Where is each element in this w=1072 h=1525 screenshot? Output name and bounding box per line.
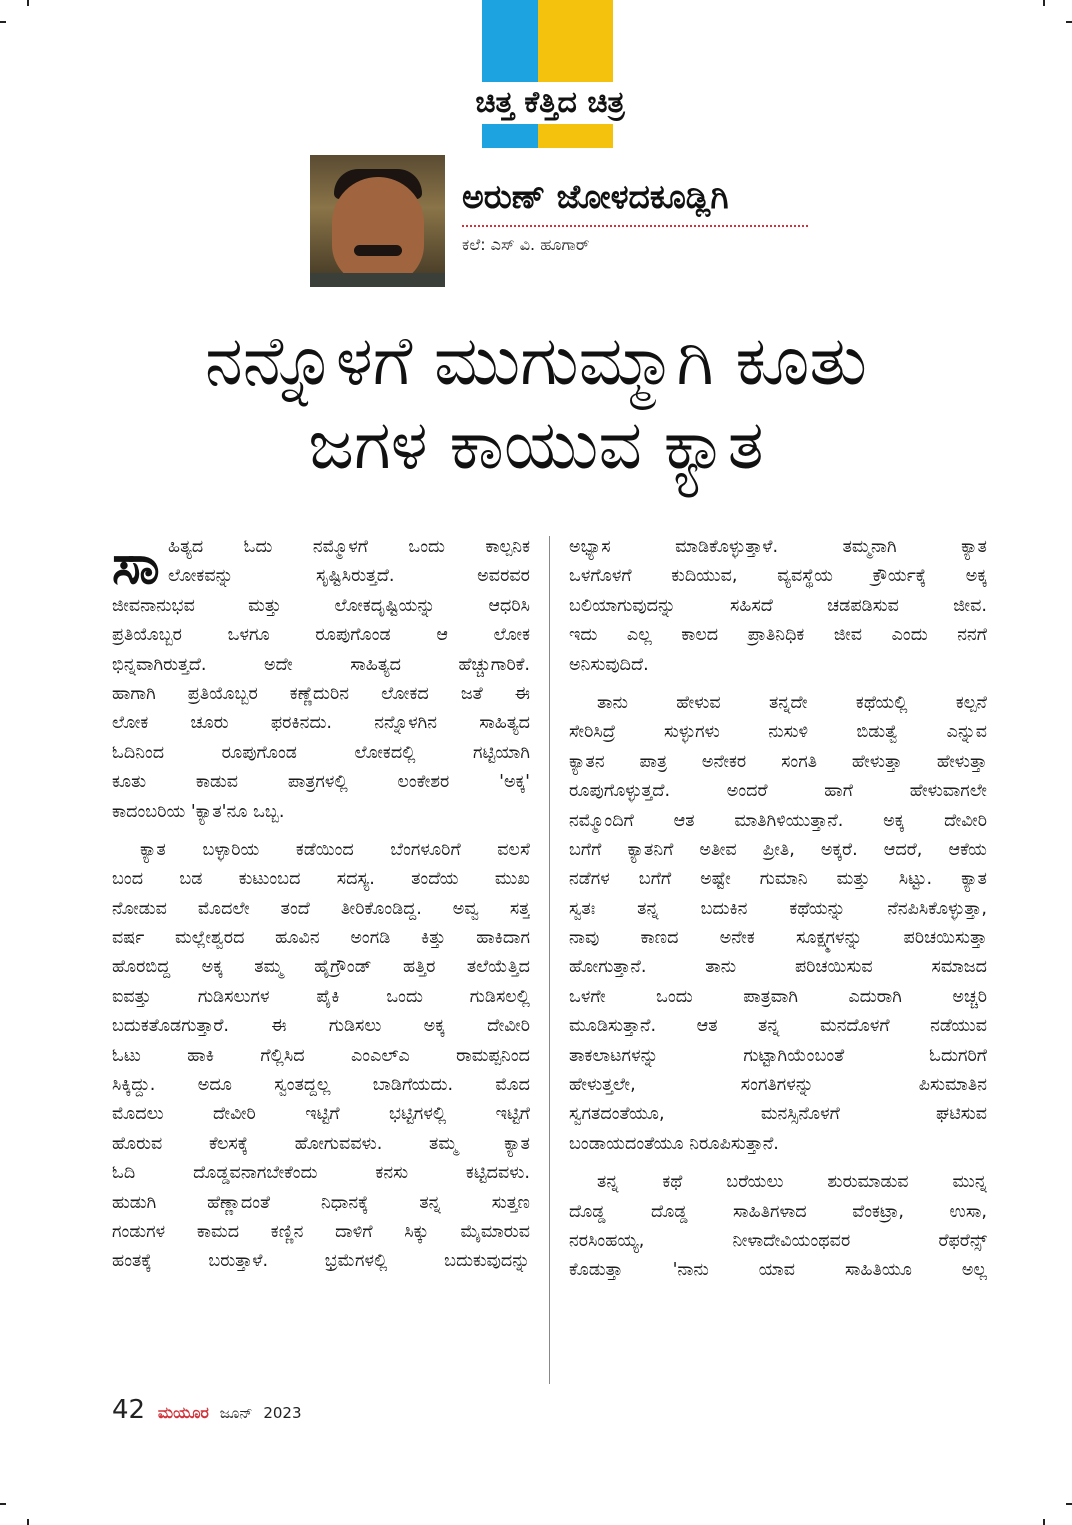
text-line: ಇದು ಎಲ್ಲ ಕಾಲದ ಪ್ರಾತಿನಿಧಿಕ ಜೀವ ಎಂದು ನನಗೆ — [569, 625, 987, 646]
article-left-column — [112, 533, 530, 1286]
crop-mark — [1066, 21, 1072, 23]
text-line: ಸೇರಿಸಿದ್ರೆ ಸುಳ್ಳುಗಳು ನುಸುಳಿ ಬಿಡುತ್ವೆ ಎನ್ನುವ — [569, 722, 987, 743]
paragraph — [112, 533, 530, 827]
text-line: ಗಂಡುಗಳ ಕಾಮದ ಕಣ್ಣಿನ ದಾಳಿಗೆ ಸಿಕ್ಕು ಮೈಮಾರುವ — [112, 1221, 530, 1242]
text-line: ಕ್ಯಾತನ ಪಾತ್ರ ಅನೇಕರ ಸಂಗತಿ ಹೇಳುತ್ತಾ ಹೇಳುತ್ತಾ — [569, 751, 987, 772]
text-line: ಓದಿ ದೊಡ್ಡವನಾಗಬೇಕೆಂದು ಕನಸು ಕಟ್ಟಿದವಳು. — [112, 1163, 530, 1184]
crop-mark — [1066, 1503, 1072, 1505]
column-header-blue-tile — [482, 0, 538, 148]
text-line: ಕ್ಯಾತ ಬಳ್ಳಾರಿಯ ಕಡೆಯಿಂದ ಬೆಂಗಳೂರಿಗೆ ವಲಸೆ — [140, 839, 530, 860]
text-line: ಕೊಡುತ್ತಾ 'ನಾನು ಯಾವ ಸಾಹಿತಿಯೂ ಅಲ್ಲ — [569, 1260, 987, 1281]
text-line: ಅಭ್ಯಾಸ ಮಾಡಿಕೊಳ್ಳುತ್ತಾಳೆ. ತಮ್ಮನಾಗಿ ಕ್ಯಾತ — [569, 537, 987, 557]
text-line: ಬದುಕತೊಡಗುತ್ತಾರೆ. ಈ ಗುಡಿಸಲು ಅಕ್ಕ ದೇವೀರಿ — [112, 1016, 530, 1037]
drop-cap: ಸಾ — [112, 533, 160, 596]
author-photo-shirt — [310, 273, 445, 287]
paragraph — [569, 689, 987, 1159]
text-line: ಜೀವನಾನುಭವ ಮತ್ತು ಲೋಕದೃಷ್ಟಿಯನ್ನು ಆಧರಿಸಿ — [112, 595, 530, 616]
text-line: ಒಳಗೇ ಒಂದು ಪಾತ್ರವಾಗಿ ಎದುರಾಗಿ ಅಚ್ಚರಿ — [569, 986, 987, 1007]
text-line: ಹಾಗಾಗಿ ಪ್ರತಿಯೊಬ್ಬರ ಕಣ್ಣೆದುರಿನ ಲೋಕದ ಜತೆ ಈ — [112, 683, 530, 704]
text-line: ಹೇಳುತ್ತಲೇ, ಸಂಗತಿಗಳನ್ನು ಪಿಸುಮಾತಿನ — [569, 1075, 987, 1096]
headline-line-1: ನನ್ನೊಳಗೆ ಮುಗುಮ್ಮಾಗಿ ಕೂತು — [204, 322, 868, 401]
article-right-column — [569, 533, 987, 1295]
page-footer — [112, 1392, 302, 1428]
author-photo-face — [332, 177, 424, 285]
crop-mark — [0, 21, 6, 23]
text-line: ಸ್ವತಃ ತನ್ನ ಬದುಕಿನ ಕಥೆಯನ್ನು ನೆನಪಿಸಿಕೊಳ್ಳುತ್ತಾ, — [569, 898, 987, 919]
text-line: ಹಿತ್ಯದ ಓದು ನಮ್ಮೊಳಗೆ ಒಂದು ಕಾಲ್ಪನಿಕ — [168, 537, 530, 557]
text-line: ಹೊರಬಿದ್ದ ಅಕ್ಕ ತಮ್ಮ ಹೈಗ್ರೌಂಡ್ ಹತ್ತಿರ ತಲೆಯೆತ್ತಿದ — [112, 957, 530, 978]
text-line: ದೊಡ್ಡ ದೊಡ್ಡ ಸಾಹಿತಿಗಳಾದ ವೆಂಕಟ್ರಾ, ಉಸಾ, — [569, 1201, 987, 1222]
text-line: ನಡೆಗಳ ಬಗೆಗೆ ಅಷ್ಟೇ ಗುಮಾನಿ ಮತ್ತು ಸಿಟ್ಟು. ಕ್ಯಾತ — [569, 869, 987, 890]
text-line: ಬಗೆಗೆ ಕ್ಯಾತನಿಗೆ ಅತೀವ ಪ್ರೀತಿ, ಅಕ್ಕರೆ. ಆದರೆ, ಆಕೆಯ — [569, 839, 987, 860]
text-line: ಮೊದಲು ದೇವೀರಿ ಇಟ್ಟಿಗೆ ಭಟ್ಟಿಗಳಲ್ಲಿ ಇಟ್ಟಿಗೆ — [112, 1104, 530, 1125]
headline-line-2: ಜಗಳ ಕಾಯುವ ಕ್ಯಾತ — [308, 406, 764, 485]
text-line: ಕಾದಂಬರಿಯ 'ಕ್ಯಾತ'ನೂ ಒಬ್ಬ. — [112, 801, 285, 822]
text-line: ಲೋಕವನ್ನು ಸೃಷ್ಟಿಸಿರುತ್ತದೆ. ಅವರವರ — [168, 566, 530, 587]
crop-mark — [1043, 1519, 1045, 1525]
author-photo-mustache — [354, 245, 402, 256]
text-line: ಕೂತು ಕಾಡುವ ಪಾತ್ರಗಳಲ್ಲಿ ಲಂಕೇಶರ 'ಅಕ್ಕ' — [112, 772, 530, 793]
column-divider — [549, 536, 550, 1384]
crop-mark — [1043, 0, 1045, 6]
text-line: ಬಂದ ಬಡ ಕುಟುಂಬದ ಸದಸ್ಯ. ತಂದೆಯ ಮುಖ — [112, 869, 530, 890]
text-line: ಲೋಕ ಚೂರು ಫರಕಿನದು. ನನ್ನೊಳಗಿನ ಸಾಹಿತ್ಯದ — [112, 713, 530, 734]
paragraph — [112, 836, 530, 1277]
text-line: ಹಂತಕ್ಕೆ ಬರುತ್ತಾಳೆ. ಭ್ರಮೆಗಳಲ್ಲಿ ಬದುಕುವುದನ್ನು — [112, 1251, 530, 1272]
text-line: ಬಲಿಯಾಗುವುದನ್ನು ಸಹಿಸದೆ ಚಡಪಡಿಸುವ ಜೀವ. — [569, 595, 987, 616]
paragraph — [569, 533, 987, 680]
text-line: ತನ್ನ ಕಥೆ ಬರೆಯಲು ಶುರುಮಾಡುವ ಮುನ್ನ — [597, 1172, 987, 1193]
text-line: ಹೋಗುತ್ತಾನೆ. ತಾನು ಪರಿಚಯಿಸುವ ಸಮಾಜದ — [569, 957, 987, 978]
text-line: ಐವತ್ತು ಗುಡಿಸಲುಗಳ ಪೈಕಿ ಒಂದು ಗುಡಿಸಲಲ್ಲಿ — [112, 986, 530, 1007]
text-line: ಸಿಕ್ಕಿದ್ದು. ಅದೂ ಸ್ವಂತದ್ದಲ್ಲ ಬಾಡಿಗೆಯದು. ಮೊದ — [112, 1075, 530, 1096]
illustration-credit: ಕಲೆ: ಎಸ್ ವಿ. ಹೂಗಾರ್ — [462, 235, 590, 254]
crop-mark — [27, 1519, 29, 1525]
text-line: ಅನಿಸುವುದಿದೆ. — [569, 654, 649, 675]
article-headline — [0, 320, 1072, 488]
text-line: ರೂಪುಗೊಳ್ಳುತ್ತದೆ. ಅಂದರೆ ಹಾಗೆ ಹೇಳುವಾಗಲೇ — [569, 781, 987, 802]
text-line: ನಾವು ಕಾಣದ ಅನೇಕ ಸೂಕ್ಷ್ಮಗಳನ್ನು ಪರಿಚಯಿಸುತ್ತಾ — [569, 928, 987, 949]
text-line: ಓದಿನಿಂದ ರೂಪುಗೊಂಡ ಲೋಕದಲ್ಲಿ ಗಟ್ಟಿಯಾಗಿ — [112, 742, 530, 763]
text-line: ಒಳಗೊಳಗೆ ಕುದಿಯುವ, ವ್ಯವಸ್ಥೆಯ ಕ್ರೌರ್ಯಕ್ಕೆ ಅಕ್ಕ — [569, 566, 987, 587]
issue-month: ಜೂನ್ — [219, 1404, 253, 1422]
text-line: ಹುಡುಗಿ ಹೆಣ್ಣಾದಂತೆ ನಿಧಾನಕ್ಕೆ ತನ್ನ ಸುತ್ತಣ — [112, 1192, 530, 1213]
text-line: ಸ್ವಗತದಂತೆಯೂ, ಮನಸ್ಸಿನೊಳಗೆ ಘಟಿಸುವ — [569, 1104, 987, 1125]
page-number: 42 — [112, 1395, 146, 1425]
text-line: ವರ್ಷ ಮಲ್ಲೇಶ್ವರದ ಹೂವಿನ ಅಂಗಡಿ ಕಿತ್ತು ಹಾಕಿದಾಗ — [112, 928, 530, 949]
text-line: ನಮ್ಮೊಂದಿಗೆ ಆತ ಮಾತಿಗಿಳಿಯುತ್ತಾನೆ. ಅಕ್ಕ ದೇವೀರಿ — [569, 810, 987, 831]
text-line: ನೋಡುವ ಮೊದಲೇ ತಂದೆ ತೀರಿಕೊಂಡಿದ್ದ. ಅವ್ವ ಸತ್ತ — [112, 898, 530, 919]
text-line: ಬಂಡಾಯದಂತೆಯೂ ನಿರೂಪಿಸುತ್ತಾನೆ. — [569, 1133, 779, 1154]
column-title: ಚಿತ್ತ ಕೆತ್ತಿದ ಚಿತ್ರ — [440, 82, 660, 124]
author-photo — [310, 155, 445, 287]
crop-mark — [0, 1503, 6, 1505]
magazine-name: ಮಯೂರ — [157, 1403, 209, 1422]
paragraph — [569, 1168, 987, 1286]
text-line: ತಾಕಲಾಟಗಳನ್ನು ಗುಟ್ಟಾಗಿಯೆಂಬಂತೆ ಓದುಗರಿಗೆ — [569, 1045, 987, 1066]
text-line: ಓಟು ಹಾಕಿ ಗೆಲ್ಲಿಸಿದ ಎಂಎಲ್ಎ ರಾಮಪ್ಪನಿಂದ — [112, 1045, 530, 1066]
author-name: ಅರುಣ್ ಜೋಳದಕೂಡ್ಲಿಗಿ — [462, 177, 729, 216]
text-line: ಪ್ರತಿಯೊಬ್ಬರ ಒಳಗೂ ರೂಪುಗೊಂಡ ಆ ಲೋಕ — [112, 625, 530, 646]
column-header-yellow-tile — [538, 0, 613, 148]
crop-mark — [27, 0, 29, 6]
author-divider — [462, 225, 808, 227]
text-line: ಭಿನ್ನವಾಗಿರುತ್ತದೆ. ಅದೇ ಸಾಹಿತ್ಯದ ಹೆಚ್ಚುಗಾರಿಕೆ. — [112, 654, 530, 675]
text-line: ಮೂಡಿಸುತ್ತಾನೆ. ಆತ ತನ್ನ ಮನದೊಳಗೆ ನಡೆಯುವ — [569, 1016, 987, 1037]
issue-year: 2023 — [263, 1404, 302, 1422]
text-line: ಹೊರುವ ಕೆಲಸಕ್ಕೆ ಹೋಗುವವಳು. ತಮ್ಮ ಕ್ಯಾತ — [112, 1133, 530, 1154]
text-line: ತಾನು ಹೇಳುವ ತನ್ನದೇ ಕಥೆಯಲ್ಲಿ ಕಲ್ಪನೆ — [597, 692, 987, 713]
text-line: ನರಸಿಂಹಯ್ಯ, ನೀಳಾದೇವಿಯಂಥವರ ರೆಫರೆನ್ಸ್ — [569, 1230, 987, 1251]
